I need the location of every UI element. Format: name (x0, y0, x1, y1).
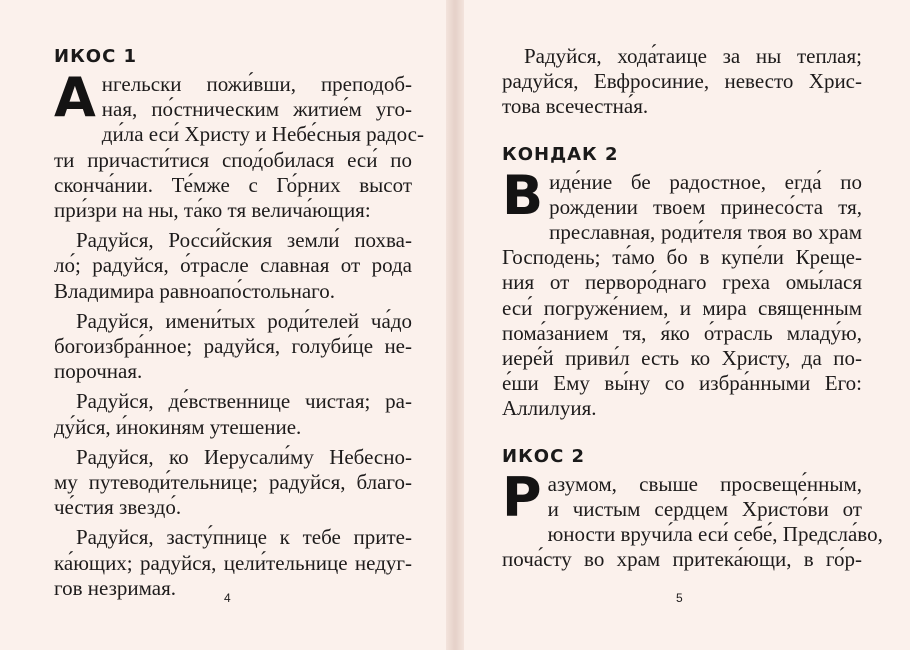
text-line: ло́; радуйся, о́трасле славная от рода (54, 253, 412, 278)
text-line: ка́ющих; радуйся, цели́тельнице недуг- (54, 550, 412, 575)
paragraph-4 (54, 389, 412, 439)
drop-cap-v: В (502, 163, 544, 227)
text-line: порочная. (54, 359, 143, 384)
text-line: Радуйся, Росси́йския земли́ похва- (76, 228, 412, 253)
text-line: иде́ние бе радостное, егда́ по (549, 169, 862, 194)
text-line: пома́занием тя, я́ко о́трасль младу́ю, (502, 320, 862, 345)
text-line: е́ши Ему вы́ну со избра́нными Его: (502, 371, 862, 396)
text-line: Радуйся, имени́тых роди́телей ча́до (76, 308, 412, 333)
text-line: и чистым сердцем Христо́ви от (547, 496, 862, 521)
paragraph-3 (54, 309, 412, 385)
text-line: ная, по́стническим житие́м уго- (101, 97, 412, 122)
text-line: гов незримая. (54, 575, 176, 600)
text-line: поча́сту во храм притека́ющи, в го́р- (502, 547, 862, 572)
left-text-column (54, 44, 424, 601)
book-gutter (446, 0, 464, 650)
text-line: рождении твоем принесо́ста тя, (549, 194, 862, 219)
text-line: радуйся, Евфросиние, невесто Хрис- (502, 69, 862, 94)
page-number-left: 4 (224, 591, 231, 605)
drop-cap-a: А (54, 66, 96, 129)
text-line: азумом, свыше просвеще́нным, (547, 471, 862, 496)
text-line: Радуйся, хода́таице за ны теплая; (524, 44, 862, 68)
text-line: преславная, роди́теля твоя во храм (549, 220, 862, 245)
page-number-right: 5 (676, 591, 683, 605)
text-line: Господень; та́мо бо в купе́ли Креще- (502, 245, 862, 270)
text-line: ду́йся, и́нокиням утешение. (54, 414, 302, 439)
kondak-2-heading: КОНДАК 2 (502, 143, 619, 165)
text-line: Радуйся, ко Иерусали́му Небесно- (76, 444, 412, 469)
ikos-2-paragraph (502, 465, 883, 573)
text-line: ти причасти́тися спод́обилася еси́ по (54, 147, 412, 172)
text-line: това всечестна́я. (502, 94, 649, 119)
text-line: Владимира равноапо́стольнаго. (54, 278, 336, 303)
ikos-2-heading: ИКОС 2 (502, 445, 586, 467)
ikos-1-continuation (502, 44, 862, 120)
text-line: иере́й приви́л есть ко Христу, да по- (502, 346, 862, 371)
text-line: ди́ла еси́ Христу и Небе́сныя радос- (101, 122, 424, 147)
text-line: юности вручи́ла еси́ себе́, Предсла́во, (547, 522, 883, 547)
text-line: нгельски пожи́вши, преподоб- (101, 72, 412, 96)
paragraph-2 (54, 228, 412, 304)
ikos-1-paragraph (54, 66, 424, 223)
text-line: Радуйся, засту́пнице к тебе прите- (76, 525, 412, 550)
text-line: че́стия звездо́. (54, 495, 182, 520)
text-line: при́зри на ны, та́ко тя велича́ющия: (54, 198, 371, 223)
text-line: еси́ погруже́нием, и мира священным (502, 295, 862, 320)
left-page (0, 0, 452, 650)
text-line: богоизбра́нное; радуйся, голуби́це не- (54, 334, 412, 359)
text-line: му путеводи́тельнице; радуйся, благо- (54, 470, 412, 495)
kondak-2-paragraph (502, 163, 862, 422)
drop-cap-r: Р (502, 465, 542, 529)
right-text-column (502, 44, 883, 572)
text-line: Радуйся, де́вственнице чистая; ра- (76, 389, 412, 414)
paragraph-6 (54, 525, 412, 601)
text-line: ния от перворо́днаго греха омы́лася (502, 270, 862, 295)
ikos-1-heading: ИКОС 1 (54, 46, 138, 67)
paragraph-5 (54, 445, 412, 521)
text-line: сконча́нии. Те́мже с Го́рних высот (54, 172, 412, 197)
text-line: Аллилуия. (502, 396, 597, 421)
right-page (458, 0, 910, 650)
